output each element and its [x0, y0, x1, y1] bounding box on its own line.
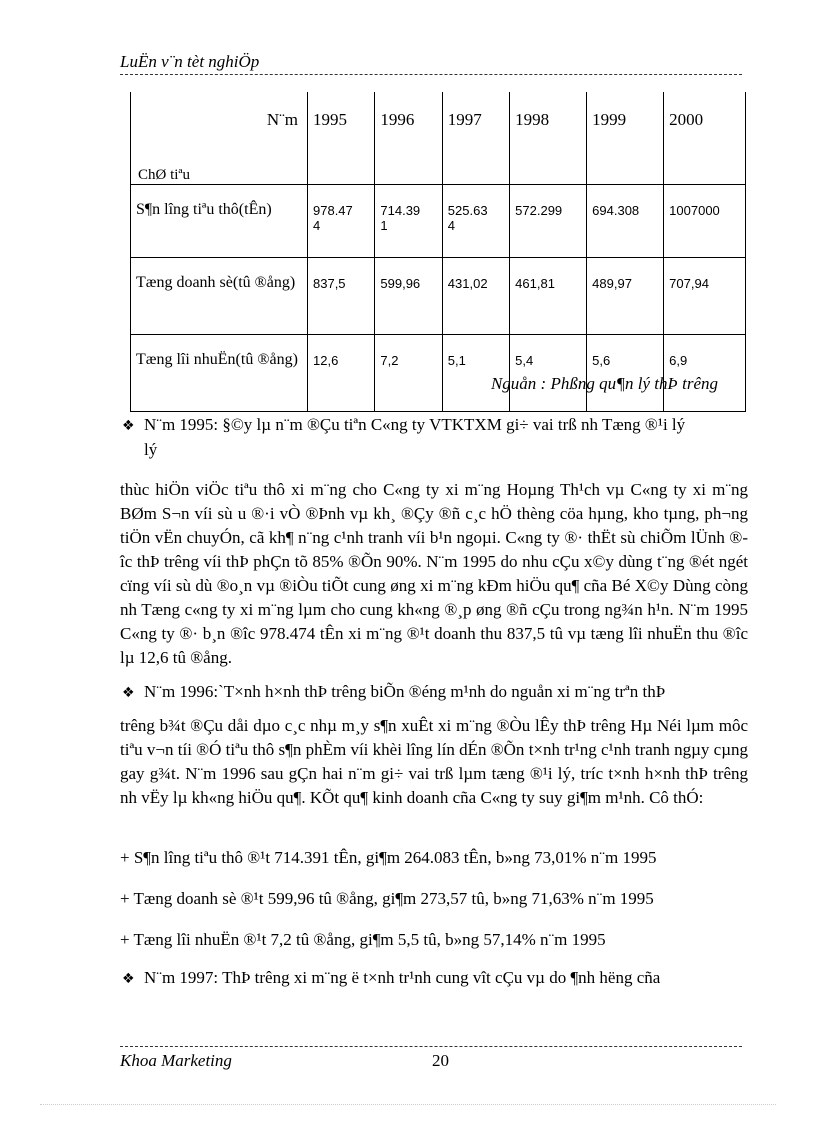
table-cell: 694.308 [587, 185, 664, 258]
result-line-volume: + S¶n lîng tiªu thô ®¹t 714.391 tÊn, gi¶m 264.083 tÊn, b»ng 73,01% n¨m 1995 [120, 848, 657, 867]
page-header [120, 52, 742, 75]
table-cell: 714.39 1 [375, 185, 442, 258]
row-label: Tæng lîi nhuËn(tû ®ång) [131, 335, 308, 412]
bullet-text: N¨m 1997: ThÞ trêng xi m¨ng ë t×nh tr¹nh cung vît cÇu vµ do ¶nh hëng cña [144, 968, 661, 987]
table-cell: 431,02 [442, 258, 509, 335]
paragraph-1996-detail: trêng b¾t ®Çu dåi dµo c¸c nhµ m¸y s¶n xuÊt xi m¨ng ®Òu lÊy thÞ trêng Hµ Néi lµm môc tiªu v¬n tíi ®Ó tiªu thô s¶n phÈm víi khèi lîng lín dÉn ®Õn t×nh tr¹ng c¹nh tranh ngµy cµng gay g¾t. N¨m 1996 sau gÇn hai n¨m gi÷ vai trß lµm tæng ®¹i lý, tríc t×nh h×nh thÞ trêng nh vËy lµ kh«ng hiÖu qu¶. KÕt qu¶ kinh doanh cña C«ng ty suy gi¶m m¹nh. Cô thÓ: [120, 716, 748, 807]
header-title: LuËn v¨n tèt nghiÖp [120, 52, 260, 71]
diamond-bullet-icon: ❖ [122, 418, 135, 434]
year-header: 1996 [375, 92, 442, 185]
table-cell: 978.47 4 [308, 185, 375, 258]
table-cell: 7,2 [375, 335, 442, 412]
year-header: 1995 [308, 92, 375, 185]
year-header: 1997 [442, 92, 509, 185]
corner-year-label: N¨m [266, 110, 298, 129]
table-cell: 837,5 [308, 258, 375, 335]
table-row [131, 335, 746, 412]
table-cell: 1007000 [664, 185, 746, 258]
bullet-paragraph-1997 [122, 966, 748, 991]
result-line-profit: + Tæng lîi nhuËn ®¹t 7,2 tû ®ång, gi¶m 5,5 tû, b»ng 57,14% n¨m 1995 [120, 930, 606, 949]
table-cell: 5,6 [587, 335, 664, 412]
table-header-row [131, 92, 746, 185]
table-row [131, 258, 746, 335]
year-header: 1999 [587, 92, 664, 185]
bullet-paragraph-1996 [122, 680, 748, 705]
bullet-text-continuation: lý [144, 440, 158, 459]
result-line-revenue: + Tæng doanh sè ®¹t 599,96 tû ®ång, gi¶m 273,57 tû, b»ng 71,63% n¨m 1995 [120, 889, 654, 908]
diamond-bullet-icon: ❖ [122, 971, 135, 987]
page-bottom-divider [40, 1104, 776, 1105]
bullet-paragraph-1995 [122, 413, 748, 462]
table-cell: 489,97 [587, 258, 664, 335]
table-cell: 6,9 [664, 335, 746, 412]
table-row [131, 185, 746, 258]
diamond-bullet-icon: ❖ [122, 685, 135, 701]
table-cell: 5,4 [510, 335, 587, 412]
bullet-text: N¨m 1996:`T×nh h×nh thÞ trêng biÕn ®éng m¹nh do nguån xi m¨ng trªn thÞ [144, 682, 666, 701]
table-cell: 707,94 [664, 258, 746, 335]
paragraph-1995-detail: thùc hiÖn viÖc tiªu thô xi m¨ng cho C«ng ty xi m¨ng Hoµng Th¹ch vµ C«ng ty xi m¨ng BØm S¬n víi sù u ®·i vÒ ®Þnh vµ kh¸ ®Çy ®ñ c¸c hÖ thèng cöa hµng, kho tµng, ph¬ng tiÖn vËn chuyÓn, cã kh¶ n¨ng c¹nh tranh víi b¹n ngoµi. C«ng ty ®· thËt sù chiÕm lÜnh ®îc thÞ trêng víi thÞ phÇn tõ 85% ®Õn 90%. N¨m 1995 do nhu cÇu x©y dùng t¨ng ®ét ngét cïng víi sù dù ®o¸n vµ ®iÒu tiÕt cung øng xi m¨ng kÐm hiÖu qu¶ cña Bé X©y Dùng còng nh Tæng c«ng ty xi m¨ng lµm cho cung kh«ng ®¸p øng ®ñ cÇu trong ng¾n h¹n. N¨m 1995 C«ng ty ®· b¸n ®îc 978.474 tÊn xi m¨ng ®¹t doanh thu 837,5 tû vµ tæng lîi nhuËn thu ®îc lµ 12,6 tû ®ång. [120, 480, 748, 667]
year-header: 2000 [664, 92, 746, 185]
table-cell: 572.299 [510, 185, 587, 258]
page-number: 20 [432, 1051, 449, 1070]
table-source: Nguån : Phßng qu¶n lý thÞ trêng [490, 374, 718, 393]
corner-indicator-label: ChØ tiªu [138, 167, 191, 183]
table-cell: 5,1 [442, 335, 509, 412]
table-cell: 12,6 [308, 335, 375, 412]
table-cell: 525.63 4 [442, 185, 509, 258]
bullet-text: N¨m 1995: §©y lµ n¨m ®Çu tiªn C«ng ty VTKTXM gi÷ vai trß nh Tæng ®¹i lý [144, 415, 686, 434]
table-cell: 461,81 [510, 258, 587, 335]
row-label: Tæng doanh sè(tû ®ång) [131, 258, 308, 335]
table-cell: 599,96 [375, 258, 442, 335]
footer-department: Khoa Marketing [120, 1051, 232, 1070]
row-label: S¶n lîng tiªu thô(tÊn) [131, 185, 308, 258]
year-header: 1998 [510, 92, 587, 185]
page-footer [120, 1046, 742, 1071]
table-corner-cell [131, 92, 308, 185]
statistics-table [130, 92, 746, 412]
